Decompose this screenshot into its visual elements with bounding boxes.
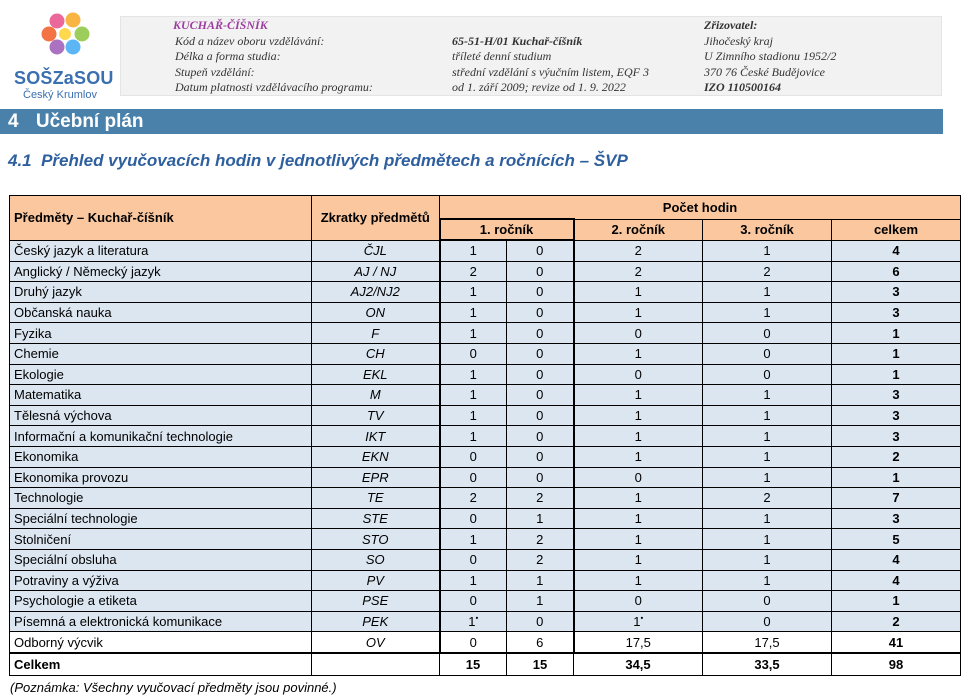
subject-name: Chemie <box>10 343 312 364</box>
founder-line: Jihočeský kraj <box>704 33 773 48</box>
subject-abbr: STE <box>312 508 440 529</box>
subject-name: Stolničení <box>10 529 312 550</box>
subject-name: Občanská nauka <box>10 302 312 323</box>
subject-abbr: ON <box>312 302 440 323</box>
hours-year1-b: 6 <box>507 632 574 653</box>
hours-year3: 2 <box>703 261 832 282</box>
subsection-number: 4.1 <box>8 151 32 170</box>
subject-name: Matematika <box>10 385 312 406</box>
hours-year2: 1 <box>574 549 703 570</box>
table-row <box>10 570 961 591</box>
hours-total: 4 <box>832 549 961 570</box>
hours-total: 1 <box>832 364 961 385</box>
subject-name: Ekonomika provozu <box>10 467 312 488</box>
hours-year1-b: 0 <box>507 611 574 632</box>
hours-year3: 1 <box>703 529 832 550</box>
logo-school-name: SOŠZaSOU <box>14 68 114 88</box>
hours-year2: 1 <box>574 529 703 550</box>
hours-year2: 1 <box>574 426 703 447</box>
subject-abbr: SO <box>312 549 440 570</box>
subject-abbr: ČJL <box>312 240 440 261</box>
sum-year1-b: 15 <box>507 653 574 676</box>
section-title: Učební plán <box>35 111 144 132</box>
hours-total: 4 <box>832 570 961 591</box>
subsection-title: Přehled vyučovacích hodin v jednotlivých předmětech a ročnících – ŠVP <box>41 151 628 170</box>
hours-year1-b: 2 <box>507 529 574 550</box>
subject-name: Ekologie <box>10 364 312 385</box>
sum-total: 98 <box>832 653 961 676</box>
hours-year1-b: 0 <box>507 343 574 364</box>
hours-year1-b: 0 <box>507 282 574 303</box>
program-title: KUCHAŘ-ČÍŠNÍK <box>173 18 268 32</box>
table-row <box>10 426 961 447</box>
hours-total: 3 <box>832 508 961 529</box>
hours-year2: 0 <box>574 467 703 488</box>
hours-year2: 1 <box>574 282 703 303</box>
hours-year1-a: 1 <box>440 323 507 344</box>
hours-year1-a: 1• <box>440 611 507 632</box>
table-row <box>10 282 961 303</box>
table-row <box>10 385 961 406</box>
hours-year1-b: 0 <box>507 446 574 467</box>
subject-name: Speciální obsluha <box>10 549 312 570</box>
hours-year1-b: 0 <box>507 261 574 282</box>
subject-abbr: EPR <box>312 467 440 488</box>
hours-year1-b: 0 <box>507 385 574 406</box>
hours-year1-b: 0 <box>507 426 574 447</box>
hours-year2: 1 <box>574 508 703 529</box>
table-row <box>10 446 961 467</box>
hours-year3: 0 <box>703 591 832 612</box>
hours-year2: 1 <box>574 488 703 509</box>
hours-year1-b: 0 <box>507 364 574 385</box>
table-row <box>10 405 961 426</box>
sum-year1-a: 15 <box>440 653 507 676</box>
hours-year1-a: 2 <box>440 488 507 509</box>
hours-year1-a: 0 <box>440 549 507 570</box>
table-note: (Poznámka: Všechny vyučovací předměty jsou povinné.) <box>10 680 337 695</box>
hours-total: 1 <box>832 343 961 364</box>
hours-year1-a: 0 <box>440 508 507 529</box>
hours-year2: 1 <box>574 446 703 467</box>
hours-year1-a: 1 <box>440 385 507 406</box>
subject-name: Psychologie a etiketa <box>10 591 312 612</box>
subject-name: Druhý jazyk <box>10 282 312 303</box>
table-row <box>10 549 961 570</box>
hours-total: 5 <box>832 529 961 550</box>
header-value: střední vzdělání s výučním listem, EQF 3 <box>452 64 649 79</box>
hours-total: 7 <box>832 488 961 509</box>
hours-year2: 17,5 <box>574 632 703 653</box>
hours-year1-a: 0 <box>440 591 507 612</box>
hours-total: 4 <box>832 240 961 261</box>
hours-total: 1 <box>832 467 961 488</box>
subject-name: Odborný výcvik <box>10 632 312 653</box>
hours-year1-b: 0 <box>507 405 574 426</box>
hours-year3: 1 <box>703 405 832 426</box>
founder-line: U Zimního stadionu 1952/2 <box>704 49 837 63</box>
subject-name: Český jazyk a literatura <box>10 240 312 261</box>
header-value: tříleté denní studium <box>452 49 552 63</box>
subject-abbr: PV <box>312 570 440 591</box>
hours-year1-b: 1 <box>507 570 574 591</box>
hours-year2: 1 <box>574 570 703 591</box>
hours-year1-a: 2 <box>440 261 507 282</box>
subject-name: Technologie <box>10 488 312 509</box>
subject-name: Ekonomika <box>10 446 312 467</box>
sum-label: Celkem <box>10 653 312 676</box>
hours-year2: 2 <box>574 261 703 282</box>
table-row <box>10 488 961 509</box>
sum-year2: 34,5 <box>574 653 703 676</box>
hours-year3: 0 <box>703 364 832 385</box>
col-header-year2: 2. ročník <box>574 219 703 240</box>
hours-year3: 1 <box>703 549 832 570</box>
hours-total: 2 <box>832 446 961 467</box>
hours-year2: 1 <box>574 343 703 364</box>
header-label: Datum platnosti vzdělávacího programu: <box>175 80 373 94</box>
logo-flower-icon <box>40 10 94 60</box>
header-founder <box>704 18 836 96</box>
hours-year3: 1 <box>703 240 832 261</box>
table-row <box>10 632 961 653</box>
hours-year2: 0 <box>574 591 703 612</box>
hours-total: 3 <box>832 282 961 303</box>
hours-year3: 1 <box>703 508 832 529</box>
hours-year3: 1 <box>703 570 832 591</box>
document-header <box>120 16 942 96</box>
col-header-abbr: Zkratky předmětů <box>312 196 440 241</box>
subject-abbr: OV <box>312 632 440 653</box>
header-value: od 1. září 2009; revize od 1. 9. 2022 <box>452 80 626 94</box>
hours-year1-a: 1 <box>440 364 507 385</box>
subject-abbr: PSE <box>312 591 440 612</box>
hours-year1-a: 0 <box>440 467 507 488</box>
hours-year1-a: 0 <box>440 632 507 653</box>
hours-total: 3 <box>832 385 961 406</box>
table-row <box>10 261 961 282</box>
subject-abbr: EKL <box>312 364 440 385</box>
table-sum-row <box>10 653 961 676</box>
subject-abbr: F <box>312 323 440 344</box>
school-logo <box>8 10 116 100</box>
subject-name: Potraviny a výživa <box>10 570 312 591</box>
hours-year3: 1 <box>703 467 832 488</box>
hours-year1-b: 1 <box>507 591 574 612</box>
col-header-subject: Předměty – Kuchař-číšník <box>10 196 312 241</box>
founder-label: Zřizovatel: <box>704 18 758 32</box>
table-row <box>10 302 961 323</box>
hours-year1-a: 0 <box>440 446 507 467</box>
hours-year2: 0 <box>574 323 703 344</box>
subject-name: Písemná a elektronická komunikace <box>10 611 312 632</box>
sum-abbr-empty <box>312 653 440 676</box>
subject-name: Tělesná výchova <box>10 405 312 426</box>
hours-total: 1 <box>832 591 961 612</box>
hours-year1-a: 1 <box>440 302 507 323</box>
table-row <box>10 240 961 261</box>
hours-year3: 0 <box>703 323 832 344</box>
header-label: Kód a název oboru vzdělávání: <box>175 33 325 48</box>
hours-year2: 1 <box>574 302 703 323</box>
col-header-total: celkem <box>832 219 961 240</box>
subject-name: Speciální technologie <box>10 508 312 529</box>
hours-year1-b: 0 <box>507 302 574 323</box>
hours-total: 3 <box>832 302 961 323</box>
table-row <box>10 529 961 550</box>
col-header-hours: Počet hodin <box>440 196 961 220</box>
table-row <box>10 508 961 529</box>
subject-abbr: STO <box>312 529 440 550</box>
hours-year2: 1 <box>574 385 703 406</box>
hours-year2: 1• <box>574 611 703 632</box>
table-row <box>10 611 961 632</box>
subject-abbr: IKT <box>312 426 440 447</box>
hours-year2: 2 <box>574 240 703 261</box>
sum-year3: 33,5 <box>703 653 832 676</box>
hours-year3: 1 <box>703 446 832 467</box>
hours-total: 41 <box>832 632 961 653</box>
subject-name: Informační a komunikační technologie <box>10 426 312 447</box>
hours-year3: 17,5 <box>703 632 832 653</box>
hours-year3: 1 <box>703 302 832 323</box>
header-values <box>452 18 649 96</box>
subject-abbr: AJ2/NJ2 <box>312 282 440 303</box>
hours-year1-a: 0 <box>440 343 507 364</box>
subject-name: Anglický / Německý jazyk <box>10 261 312 282</box>
section-heading <box>0 109 943 134</box>
hours-total: 6 <box>832 261 961 282</box>
founder-line: 370 76 České Budějovice <box>704 64 825 79</box>
hours-year3: 1 <box>703 282 832 303</box>
hours-year1-b: 2 <box>507 488 574 509</box>
founder-izo: IZO 110500164 <box>704 80 782 94</box>
hours-total: 3 <box>832 405 961 426</box>
hours-year1-b: 2 <box>507 549 574 570</box>
subject-abbr: TE <box>312 488 440 509</box>
hours-year1-a: 1 <box>440 282 507 303</box>
subsection-heading <box>8 151 628 171</box>
subject-abbr: AJ / NJ <box>312 261 440 282</box>
hours-year3: 1 <box>703 426 832 447</box>
table-row <box>10 364 961 385</box>
header-labels <box>175 18 373 96</box>
hours-year3: 0 <box>703 343 832 364</box>
table-row <box>10 343 961 364</box>
section-number: 4 <box>8 111 19 132</box>
subject-abbr: TV <box>312 405 440 426</box>
hours-total: 1 <box>832 323 961 344</box>
hours-year1-a: 1 <box>440 570 507 591</box>
hours-year3: 1 <box>703 385 832 406</box>
hours-year1-b: 0 <box>507 467 574 488</box>
subject-abbr: EKN <box>312 446 440 467</box>
hours-year1-a: 1 <box>440 405 507 426</box>
col-header-year3: 3. ročník <box>703 219 832 240</box>
subject-abbr: CH <box>312 343 440 364</box>
table-row <box>10 591 961 612</box>
hours-year2: 0 <box>574 364 703 385</box>
table-row <box>10 467 961 488</box>
hours-year2: 1 <box>574 405 703 426</box>
hours-year1-a: 1 <box>440 240 507 261</box>
hours-year1-b: 0 <box>507 240 574 261</box>
hours-year3: 0 <box>703 611 832 632</box>
subject-name: Fyzika <box>10 323 312 344</box>
curriculum-table <box>9 195 961 676</box>
subject-abbr: M <box>312 385 440 406</box>
hours-year1-a: 1 <box>440 426 507 447</box>
hours-year3: 2 <box>703 488 832 509</box>
header-value: 65-51-H/01 Kuchař-číšník <box>452 33 583 48</box>
header-label: Délka a forma studia: <box>175 49 281 63</box>
table-row <box>10 323 961 344</box>
subject-abbr: PEK <box>312 611 440 632</box>
hours-year1-b: 0 <box>507 323 574 344</box>
col-header-year1: 1. ročník <box>440 219 574 240</box>
header-label: Stupeň vzdělání: <box>175 64 255 79</box>
hours-total: 3 <box>832 426 961 447</box>
hours-year1-a: 1 <box>440 529 507 550</box>
hours-total: 2 <box>832 611 961 632</box>
hours-year1-b: 1 <box>507 508 574 529</box>
logo-school-city: Český Krumlov <box>23 89 97 101</box>
